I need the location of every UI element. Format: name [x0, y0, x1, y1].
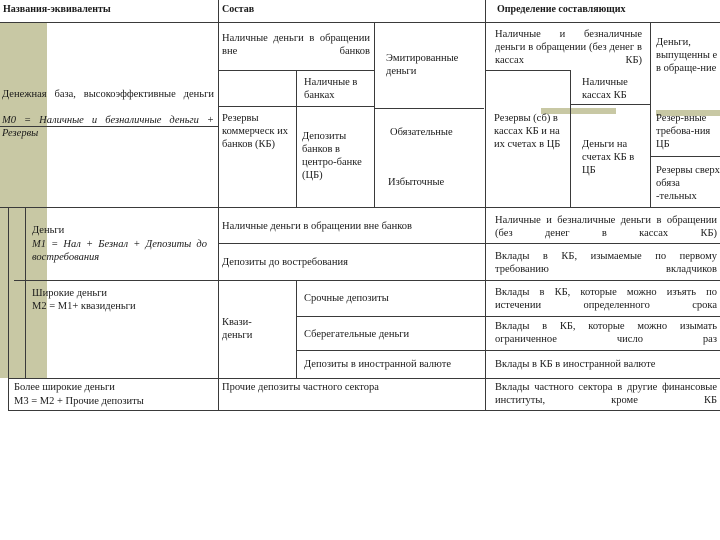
- m0-reserves: Резервы коммерческ их банков (КБ): [222, 113, 289, 150]
- m0-emitted: Эмитированные деньги: [386, 53, 459, 77]
- shade-band-sub: [14, 207, 25, 378]
- m2-def-time: Вклады в КБ, которые можно изъять по истечении определенного срока: [495, 287, 717, 311]
- m2-savings: Сберегательные деньги: [304, 329, 410, 340]
- m2-fx-deposits: Депозиты в иностранной валюте: [304, 359, 451, 370]
- rule-m2-end: [8, 378, 720, 379]
- rule-v-m2-sub: [296, 280, 297, 378]
- m3-def-other: Вклады частного сектора в другие финансовые институты, кроме КБ: [495, 382, 717, 406]
- rule-v-m0-sub2: [374, 22, 375, 207]
- m0-excess: Избыточные: [388, 177, 445, 188]
- m0-def-money-cb: Деньги на счетах КБ в ЦБ: [582, 139, 635, 176]
- rule-v-col1: [218, 0, 219, 410]
- rule-v-outer-m1: [8, 207, 9, 410]
- rule-m0-def1: [485, 70, 570, 71]
- m0-title: Денежная база, высокоэффективные деньги: [2, 89, 214, 100]
- m3-formula: M3 = M2 + Прочие депозиты: [14, 396, 144, 407]
- rule-m0-emitted: [374, 108, 484, 109]
- m1-formula: M1 = Нал + Безнал + Депозиты до востребования: [32, 239, 207, 263]
- m0-def-reserves-kb: Резервы (сб) в кассах КБ и на их счетах в ЦБ: [494, 113, 561, 150]
- m0-def-cash-kb: Наличные кассах КБ: [582, 77, 628, 101]
- m2-formula: M2 = M1+ квазиденьги: [32, 301, 136, 312]
- m0-deposits-cb: Депозиты банков в центро-банке (ЦБ): [302, 131, 362, 181]
- rule-m1-end: [14, 280, 720, 281]
- m3-row-other: Прочие депозиты частного сектора: [222, 382, 379, 393]
- m2-title: Широкие деньги: [32, 288, 108, 299]
- m0-def-excess: Резервы сверх обяза -тельных: [656, 165, 720, 202]
- m1-title: Деньги: [32, 225, 65, 236]
- rule-m2-a: [296, 316, 720, 317]
- m0-mandatory: Обязательные: [390, 127, 453, 138]
- rule-v-col3: [485, 0, 486, 410]
- rule-m0-req: [650, 156, 720, 157]
- m0-formula: M0 = Наличные и безналичные деньги + Резервы: [2, 115, 214, 139]
- m3-title: Более широкие деньги: [14, 382, 115, 393]
- m0-cash-outside: Наличные деньги в обращении вне банков: [222, 33, 370, 57]
- m0-cash-in-banks: Наличные в банках: [304, 77, 358, 101]
- header-definitions: Определение составляющих: [497, 4, 626, 15]
- rule-v-inner-m1: [25, 207, 26, 378]
- m2-time-deposits: Срочные депозиты: [304, 293, 389, 304]
- rule-m1-mid: [218, 243, 720, 244]
- rule-v-m0-def2: [650, 22, 651, 207]
- header-composition: Состав: [222, 4, 255, 15]
- m0-def-cash: Наличные и безналичные деньги в обращении (без денег в кассах КБ): [495, 29, 642, 66]
- m1-row-cash: Наличные деньги в обращении вне банков: [222, 221, 412, 232]
- m2-def-fx: Вклады в КБ в иностранной валюте: [495, 359, 656, 370]
- rule-m2-b: [296, 350, 720, 351]
- rule-header-bottom: [0, 22, 720, 23]
- rule-m3-end: [8, 410, 720, 411]
- m0-def-cb-money: Деньги, выпущенны е в обраще-ние: [656, 37, 718, 74]
- rule-v-m0-sub1: [296, 70, 297, 207]
- rule-m0-end: [0, 207, 720, 208]
- m1-row-demand: Депозиты до востребования: [222, 257, 348, 268]
- rule-m0-cashkb: [570, 104, 650, 105]
- m1-def-cash: Наличные и безналичные деньги в обращении (без денег в кассах КБ): [495, 215, 717, 239]
- m1-def-demand: Вклады в КБ, изымаемые по первому требованию вкладчиков: [495, 251, 717, 275]
- m2-quasi: Квази-деньги: [222, 317, 253, 341]
- header-names: Названия-эквиваленты: [3, 4, 111, 15]
- m0-def-required: Резер-вные требова-ния ЦБ: [656, 113, 711, 150]
- rule-v-m0-def1: [570, 70, 571, 207]
- m2-def-savings: Вклады в КБ, которые можно изымать ограниченное число раз: [495, 321, 717, 345]
